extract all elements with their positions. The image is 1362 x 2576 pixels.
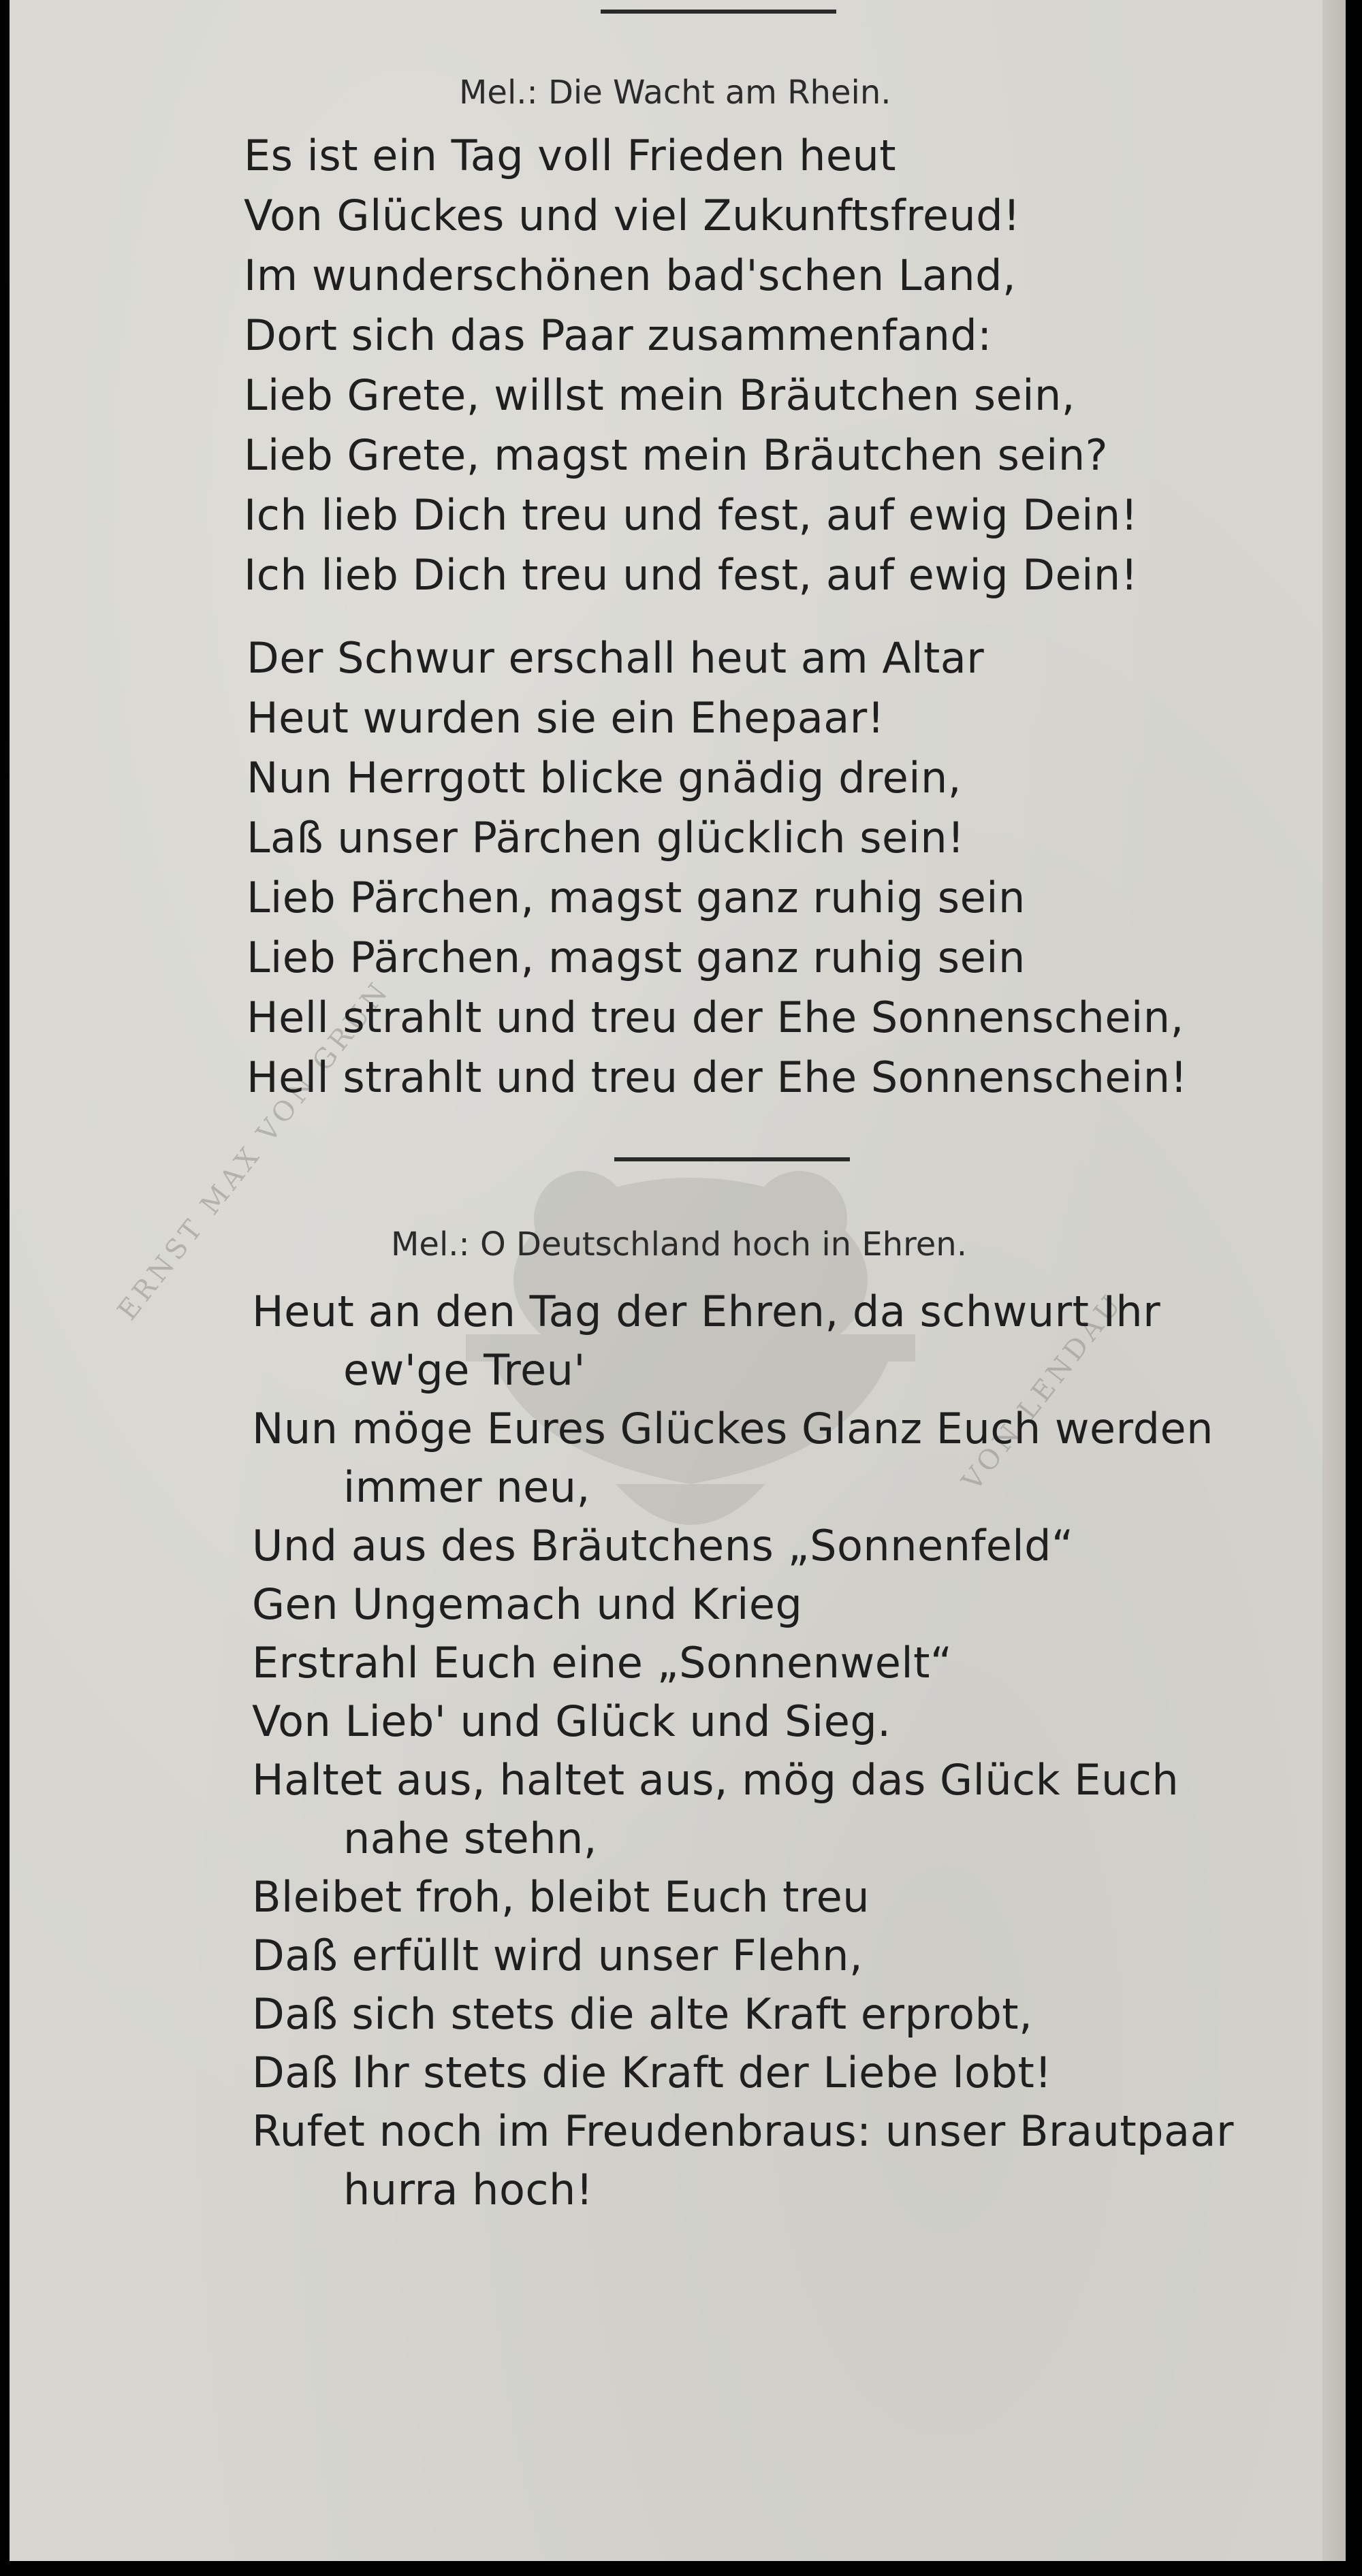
verse-line: Daß sich stets die alte Kraft erprobt,: [252, 1989, 1033, 2039]
verse-line: Gen Ungemach und Krieg: [252, 1579, 803, 1629]
verse-line: nahe stehn,: [343, 1814, 597, 1863]
verse-line: Heut an den Tag der Ehren, da schwurt Ihr: [252, 1287, 1161, 1336]
verse-line: Bleibet froh, bleibt Euch treu: [252, 1872, 870, 1922]
verse-line: Nun Herrgott blicke gnädig drein,: [247, 753, 962, 803]
verse-line: Von Lieb' und Glück und Sieg.: [252, 1696, 891, 1746]
verse-line: Daß Ihr stets die Kraft der Liebe lobt!: [252, 2048, 1052, 2097]
verse-line: Lieb Grete, willst mein Bräutchen sein,: [244, 370, 1075, 420]
verse-line: hurra hoch!: [343, 2165, 594, 2215]
verse-line: Es ist ein Tag voll Frieden heut: [244, 131, 897, 180]
verse-line: Von Glückes und viel Zukunftsfreud!: [244, 191, 1021, 240]
verse-line: Ich lieb Dich treu und fest, auf ewig Dein!: [244, 490, 1139, 540]
verse-line: Heut wurden sie ein Ehepaar!: [247, 693, 885, 743]
verse-line: Rufet noch im Freudenbraus: unser Brautpaar: [252, 2106, 1234, 2156]
verse-line: Lieb Pärchen, magst ganz ruhig sein: [247, 933, 1026, 982]
watermark-text-left: ERNST MAX VON GRUN: [112, 974, 396, 1327]
paper-edge: [1323, 0, 1346, 2561]
verse-line: Hell strahlt und treu der Ehe Sonnenschein!: [247, 1052, 1188, 1102]
verse-line: Der Schwur erschall heut am Altar: [247, 633, 985, 683]
section1-heading: Mel.: Die Wacht am Rhein.: [459, 74, 891, 112]
verse-line: Im wunderschönen bad'schen Land,: [244, 251, 1017, 300]
section2-heading: Mel.: O Deutschland hoch in Ehren.: [391, 1225, 967, 1263]
verse-line: Daß erfüllt wird unser Flehn,: [252, 1931, 864, 1980]
verse-line: Lieb Grete, magst mein Bräutchen sein?: [244, 430, 1109, 480]
verse-line: Dort sich das Paar zusammenfand:: [244, 310, 992, 360]
verse-line: ew'ge Treu': [343, 1345, 586, 1395]
verse-line: Erstrahl Euch eine „Sonnenwelt“: [252, 1638, 953, 1688]
top-rule: [601, 10, 836, 14]
verse-line: Hell strahlt und treu der Ehe Sonnenschein,: [247, 993, 1184, 1042]
watermark-text-right: VON LENDAU: [956, 1287, 1130, 1497]
verse-line: Laß unser Pärchen glücklich sein!: [247, 813, 965, 863]
verse-line: immer neu,: [343, 1462, 590, 1512]
verse-line: Nun möge Eures Glückes Glanz Euch werden: [252, 1404, 1214, 1453]
paper-sheet: [10, 0, 1346, 2561]
verse-line: Lieb Pärchen, magst ganz ruhig sein: [247, 873, 1026, 922]
verse-line: Ich lieb Dich treu und fest, auf ewig Dein!: [244, 550, 1139, 600]
verse-line: Haltet aus, haltet aus, mög das Glück Euch: [252, 1755, 1179, 1805]
verse-line: Und aus des Bräutchens „Sonnenfeld“: [252, 1521, 1074, 1571]
section-divider: [614, 1157, 850, 1161]
